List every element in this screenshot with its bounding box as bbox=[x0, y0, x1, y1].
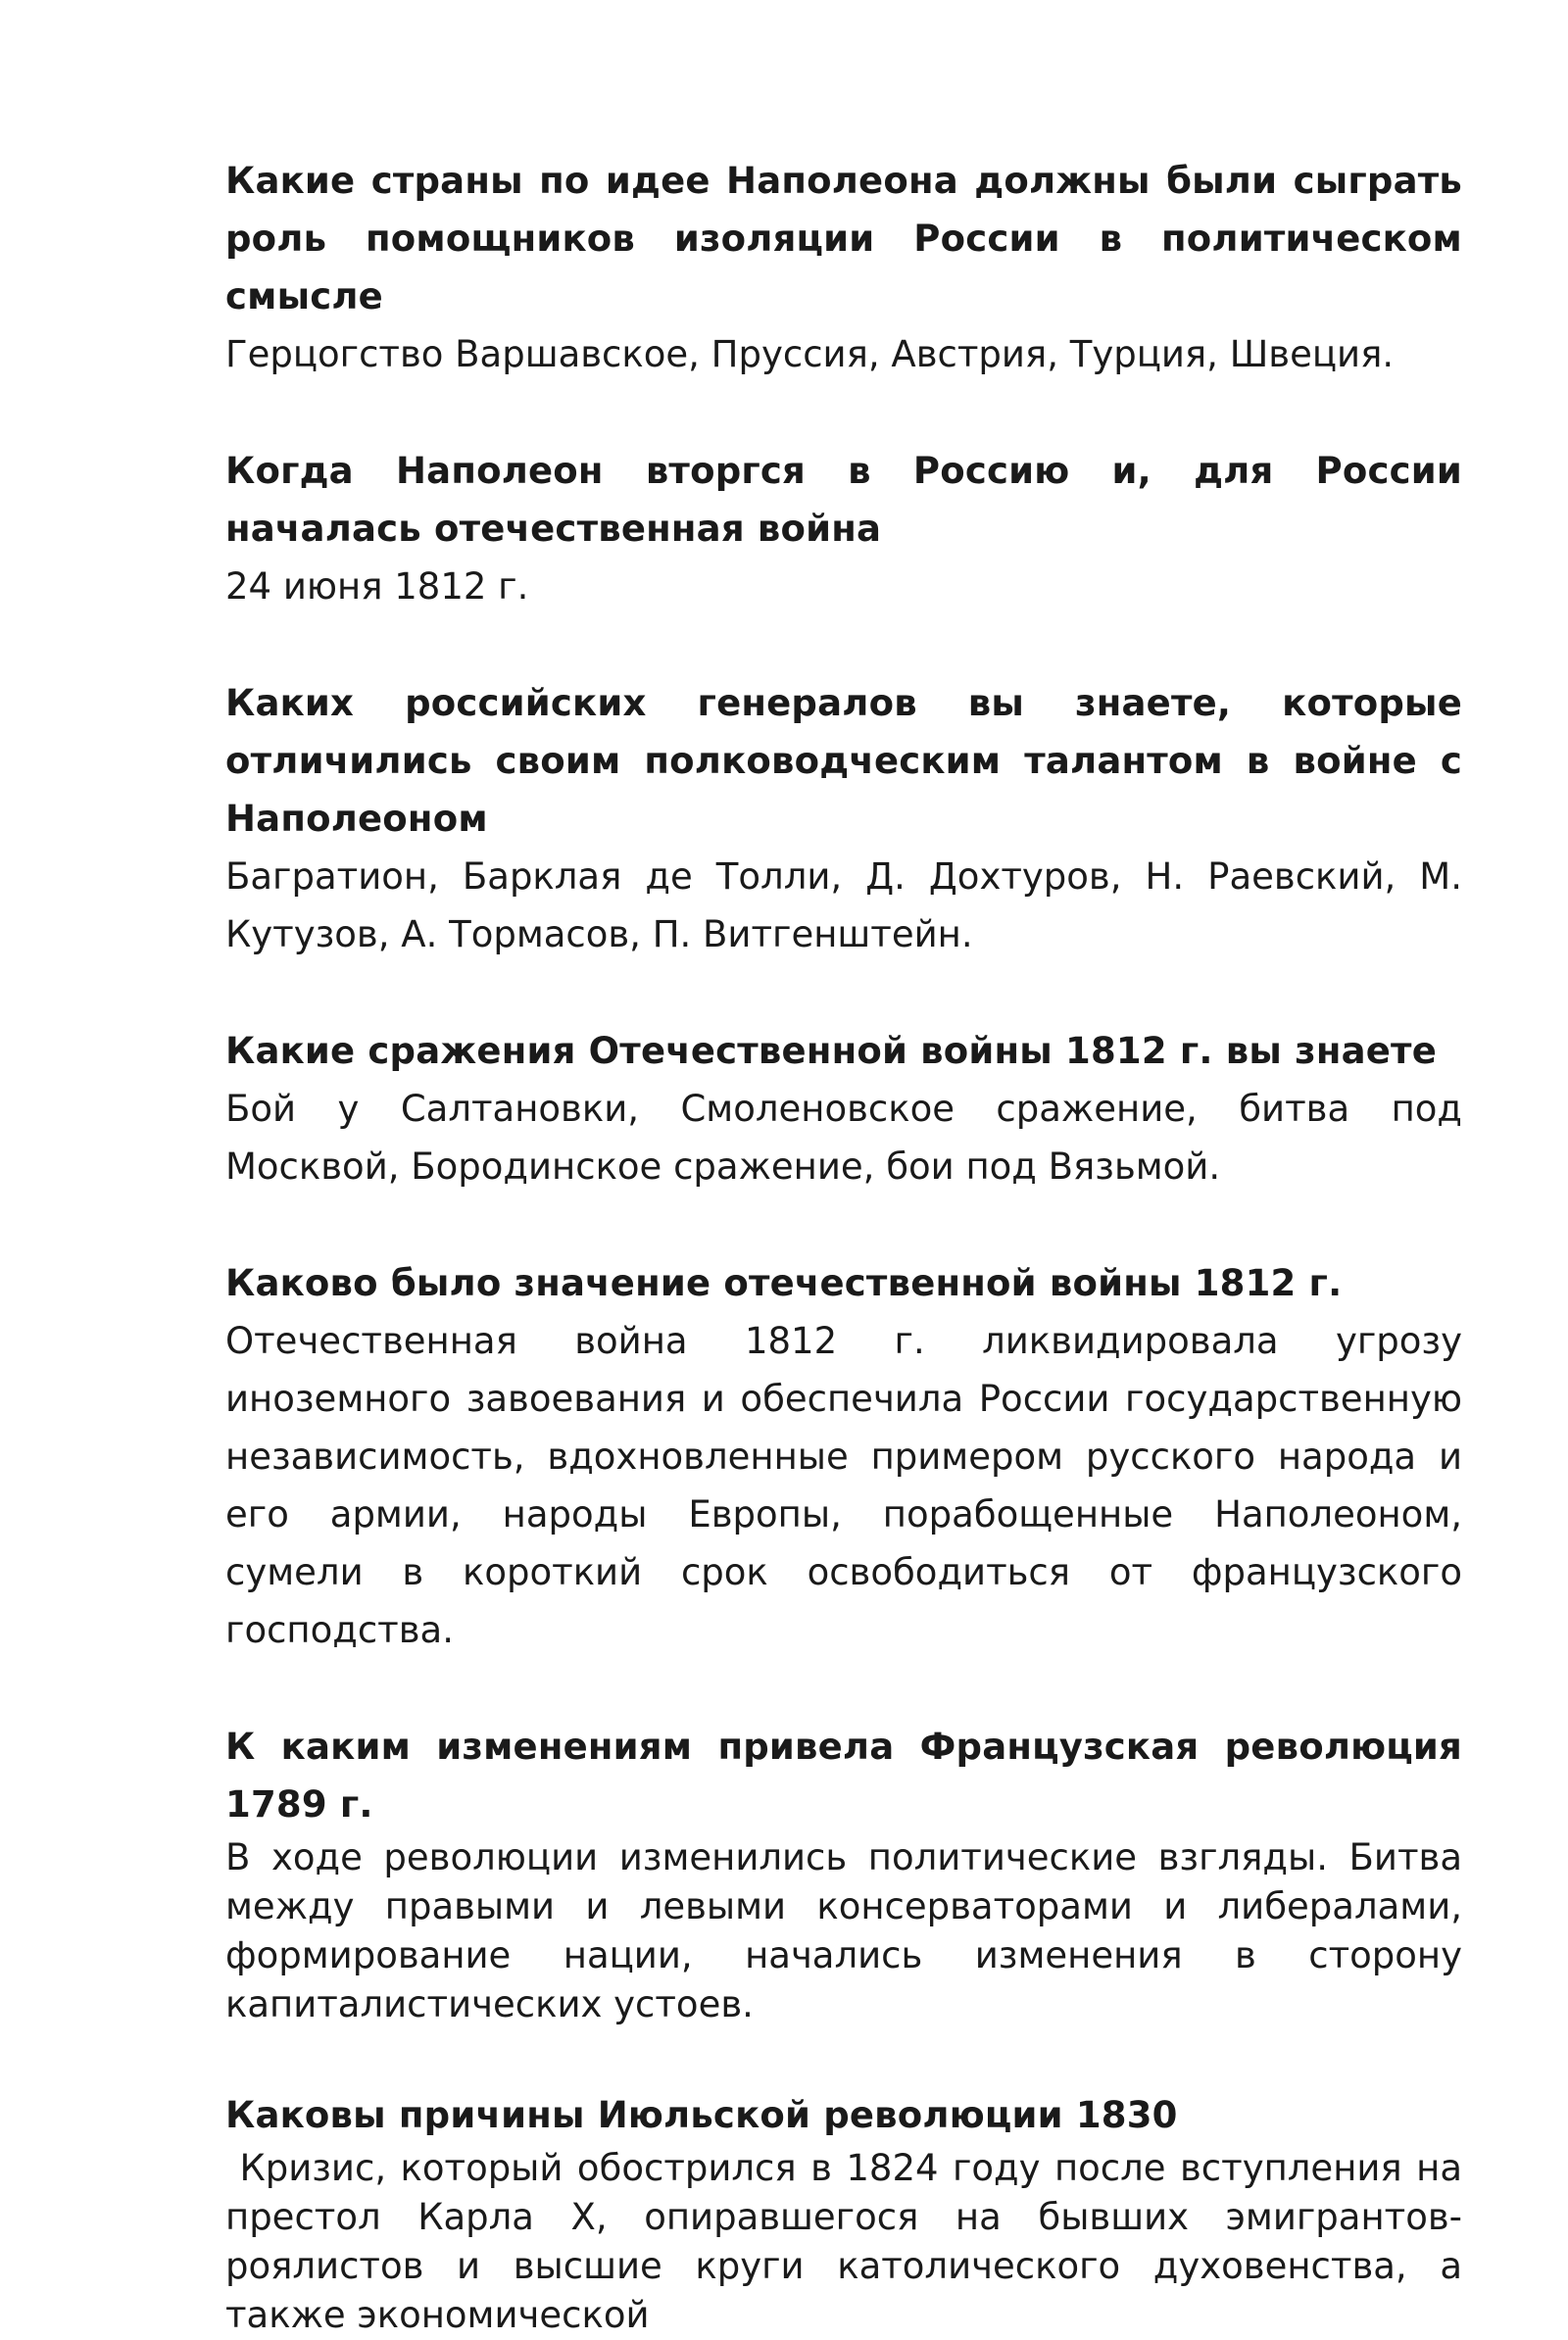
answer-6: В ходе революции изменились политические взгляды. Битва между правыми и левыми консерваторами и либералами, формирование нации, начались изменения в сторону капиталистических устоев. bbox=[225, 1836, 1462, 2025]
question-5: Каково было значение отечественной войны 1812 г. bbox=[225, 1262, 1343, 1304]
spacer bbox=[225, 963, 1462, 1022]
answer-2: 24 июня 1812 г. bbox=[225, 565, 529, 608]
qa-block-4 bbox=[225, 1022, 1462, 1195]
question-3: Каких российских генералов вы знаете, которые отличились своим полководческим талантом в войне с Наполеоном bbox=[225, 682, 1462, 840]
answer-3: Багратион, Барклая де Толли, Д. Дохтуров, Н. Раевский, М. Кутузов, А. Тормасов, П. Витгенштейн. bbox=[225, 855, 1462, 955]
qa-block-6 bbox=[225, 1718, 1462, 2029]
spacer bbox=[225, 615, 1462, 674]
document-page bbox=[225, 152, 1474, 2340]
spacer bbox=[225, 1659, 1462, 1718]
answer-7: Кризис, который обострился в 1824 году после вступления на престол Карла X, опиравшегося на бывших эмигрантов-роялистов и высшие круги католического духовенства, а также экономической bbox=[225, 2147, 1474, 2336]
spacer bbox=[225, 2029, 1462, 2086]
qa-block-1 bbox=[225, 152, 1462, 383]
question-6: К каким изменениям привела Французская революция 1789 г. bbox=[225, 1726, 1462, 1826]
question-7: Каковы причины Июльской революции 1830 bbox=[225, 2094, 1178, 2136]
qa-block-2 bbox=[225, 442, 1462, 615]
qa-block-3 bbox=[225, 674, 1462, 963]
answer-5: Отечественная война 1812 г. ликвидировала угрозу иноземного завоевания и обеспечила России государственную независимость, вдохновленные примером русского народа и его армии, народы Европы, порабощенные Наполеоном, сумели в короткий срок освободиться от французского господства. bbox=[225, 1320, 1462, 1651]
spacer bbox=[225, 1195, 1462, 1254]
qa-block-7 bbox=[225, 2086, 1474, 2340]
qa-block-5 bbox=[225, 1254, 1462, 1659]
answer-1: Герцогство Варшавское, Пруссия, Австрия, Турция, Швеция. bbox=[225, 333, 1395, 375]
question-1: Какие страны по идее Наполеона должны были сыграть роль помощников изоляции России в политическом смысле bbox=[225, 160, 1462, 317]
answer-4: Бой у Салтановки, Смоленовское сражение, битва под Москвой, Бородинское сражение, бои под Вязьмой. bbox=[225, 1088, 1462, 1188]
question-4: Какие сражения Отечественной войны 1812 г. вы знаете bbox=[225, 1030, 1437, 1072]
spacer bbox=[225, 383, 1462, 442]
question-2: Когда Наполеон вторгся в Россию и, для России началась отечественная война bbox=[225, 450, 1462, 550]
